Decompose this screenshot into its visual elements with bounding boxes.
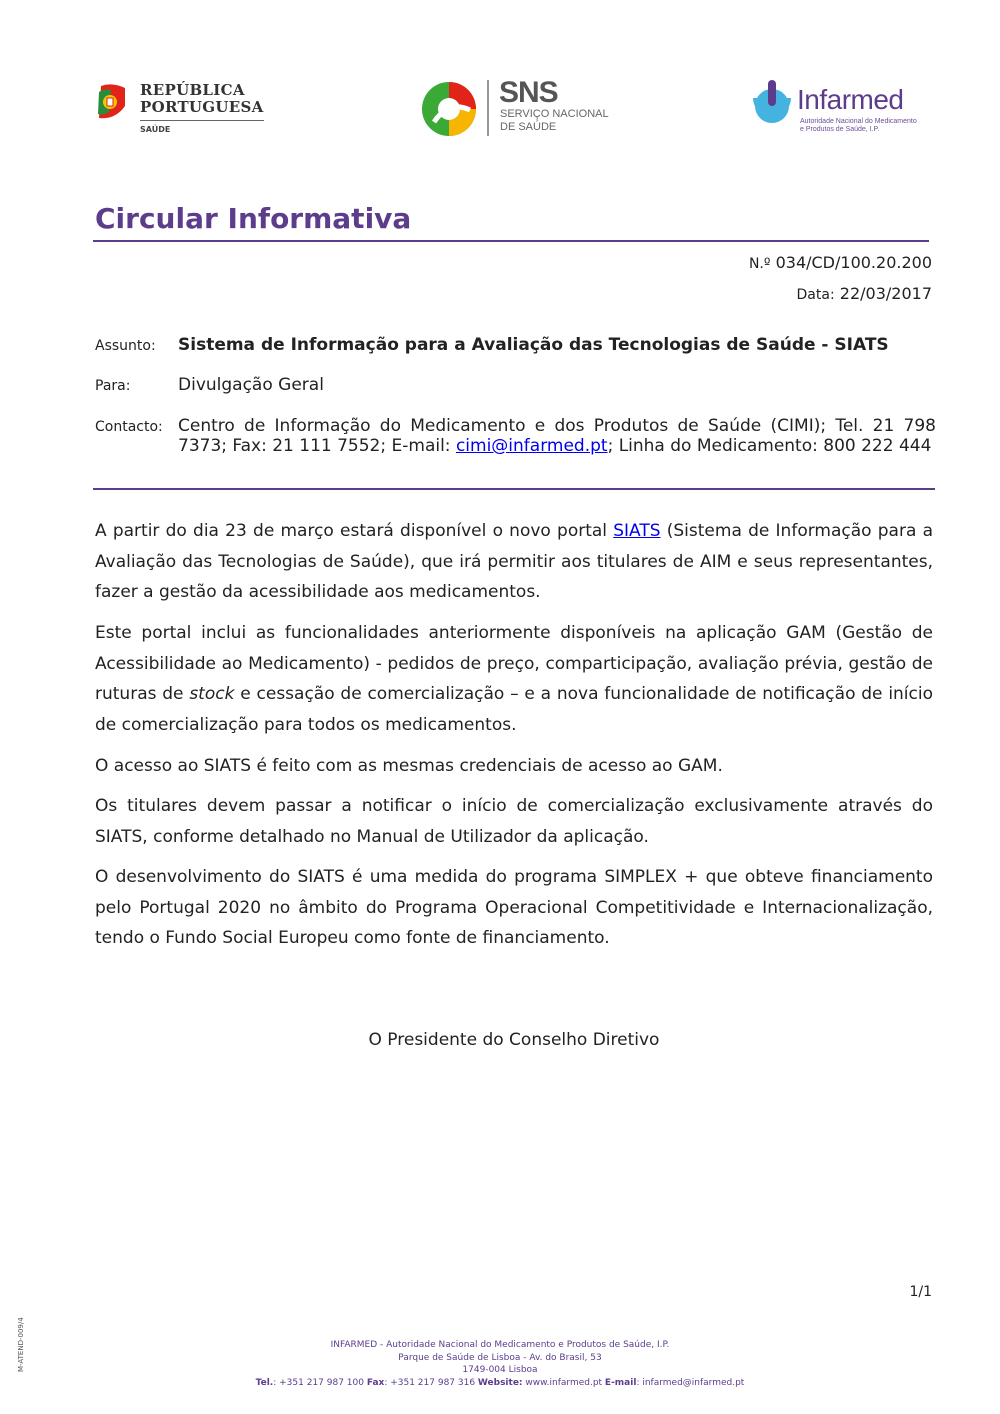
footer-line3: 1749-004 Lisboa [462,1365,538,1375]
republica-portuguesa-logo-text [140,82,264,116]
footer-email[interactable]: : infarmed@infarmed.pt [636,1377,745,1388]
republica-saude-label: SAÚDE [140,125,171,134]
cimi-email-link[interactable]: cimi@infarmed.pt [455,436,608,456]
assunto-label: Assunto: [95,338,156,354]
infarmed-logo-icon [751,80,793,124]
footer-tel: : +351 217 987 100 [273,1377,367,1388]
p1-after: (Sistema de Informação para a Avaliação das Tecnologias de Saúde), que irá permitir aos titulares de AIM e seus representantes, fazer a gestão da acessibilidade aos medicamentos. [95,521,934,602]
footer-fax-label: Fax [366,1377,385,1388]
document-side-code: M-ATEND-009/4 [17,1317,25,1372]
p2-after: e cessação de comercialização – e a nova funcionalidade de notificação de início de comercialização para todos os medicamentos. [95,684,934,735]
footer-fax: : +351 217 987 316 [384,1377,478,1388]
body-paragraph-2 [95,618,933,740]
sns-logo-icon [420,80,478,138]
portugal-coat-of-arms-icon [95,82,129,122]
p2-italic: stock [189,684,235,704]
sns-divider [487,80,489,136]
sns-sub-line1: SERVIÇO NACIONAL [500,108,609,120]
footer-line2: Parque de Saúde de Lisboa - Av. do Brasil, 53 [398,1352,602,1363]
body-paragraph-4: Os titulares devem passar a notificar o início de comercialização exclusivamente através do SIATS, conforme detalhado no Manual de Utilizador da aplicação. [95,796,933,847]
footer-line1: INFARMED - Autoridade Nacional do Medicamento e Produtos de Saúde, I.P. [330,1340,670,1350]
sns-logo-subtitle [500,108,609,134]
infarmed-logo-subtitle [800,118,917,134]
document-title: Circular Informativa [95,202,412,235]
para-label: Para: [95,378,131,394]
footer-web[interactable]: www.infarmed.pt [522,1377,605,1388]
footer-tel-label: Tel. [255,1377,274,1388]
date-label: Data: [796,287,835,303]
number-label: N.º [748,256,771,272]
footer-email-label: E-mail [604,1377,637,1388]
circular-date [797,284,932,303]
footer-contacts [0,1377,1000,1390]
sns-sub-line2: DE SAÚDE [500,121,557,133]
body-paragraph-3: O acesso ao SIATS é feito com as mesmas credenciais de acesso ao GAM. [95,756,723,776]
page-number: 1/1 [909,1284,932,1300]
contacto-text-before: Centro de Informação do Medicamento e dos Produtos de Saúde (CIMI); Tel. 21 798 7373; Fax: 21 111 7552; E-mail: [178,416,936,456]
republica-line1: REPÚBLICA [140,81,245,99]
footer-web-label: Website: [477,1377,523,1388]
page-footer [0,1339,1000,1389]
sns-logo-title: SNS [499,76,558,109]
title-underline [93,240,929,242]
p1-before: A partir do dia 23 de março estará disponível o novo portal [95,521,614,541]
body-paragraph-5: O desenvolvimento do SIATS é uma medida do programa SIMPLEX + que obteve financiamento pelo Portugal 2020 no âmbito do Programa Operacional Competitividade e Internacionalização, tendo o Fundo Social Europeu como fonte de financiamento. [95,867,933,948]
infarmed-logo-name: Infarmed [797,84,904,115]
republica-line2: PORTUGUESA [140,98,264,116]
contacto-text-after: ; Linha do Medicamento: 800 222 444 [607,436,932,456]
circular-number [749,253,932,272]
infarmed-sub-line1: Autoridade Nacional do Medicamento [800,118,917,125]
contacto-label: Contacto: [95,419,163,435]
body-paragraph-1 [95,516,933,608]
number-value: 034/CD/100.20.200 [775,253,932,272]
para-value: Divulgação Geral [178,375,324,395]
logo-divider [140,120,264,121]
assunto-value: Sistema de Informação para a Avaliação das Tecnologias de Saúde - SIATS [178,335,889,355]
signature-line: O Presidente do Conselho Diretivo [368,1030,660,1050]
date-value: 22/03/2017 [839,284,932,303]
contacto-value [178,416,936,456]
p2-before: Este portal inclui as funcionalidades anteriormente disponíveis na aplicação GAM (Gestão de Acessibilidade ao Medicamento) - pedidos de preço, comparticipação, avaliação prévia, gestão de ruturas de [95,623,933,704]
infarmed-sub-line2: e Produtos de Saúde, I.P. [800,126,880,133]
siats-link[interactable]: SIATS [613,521,661,541]
header-separator [93,488,935,490]
